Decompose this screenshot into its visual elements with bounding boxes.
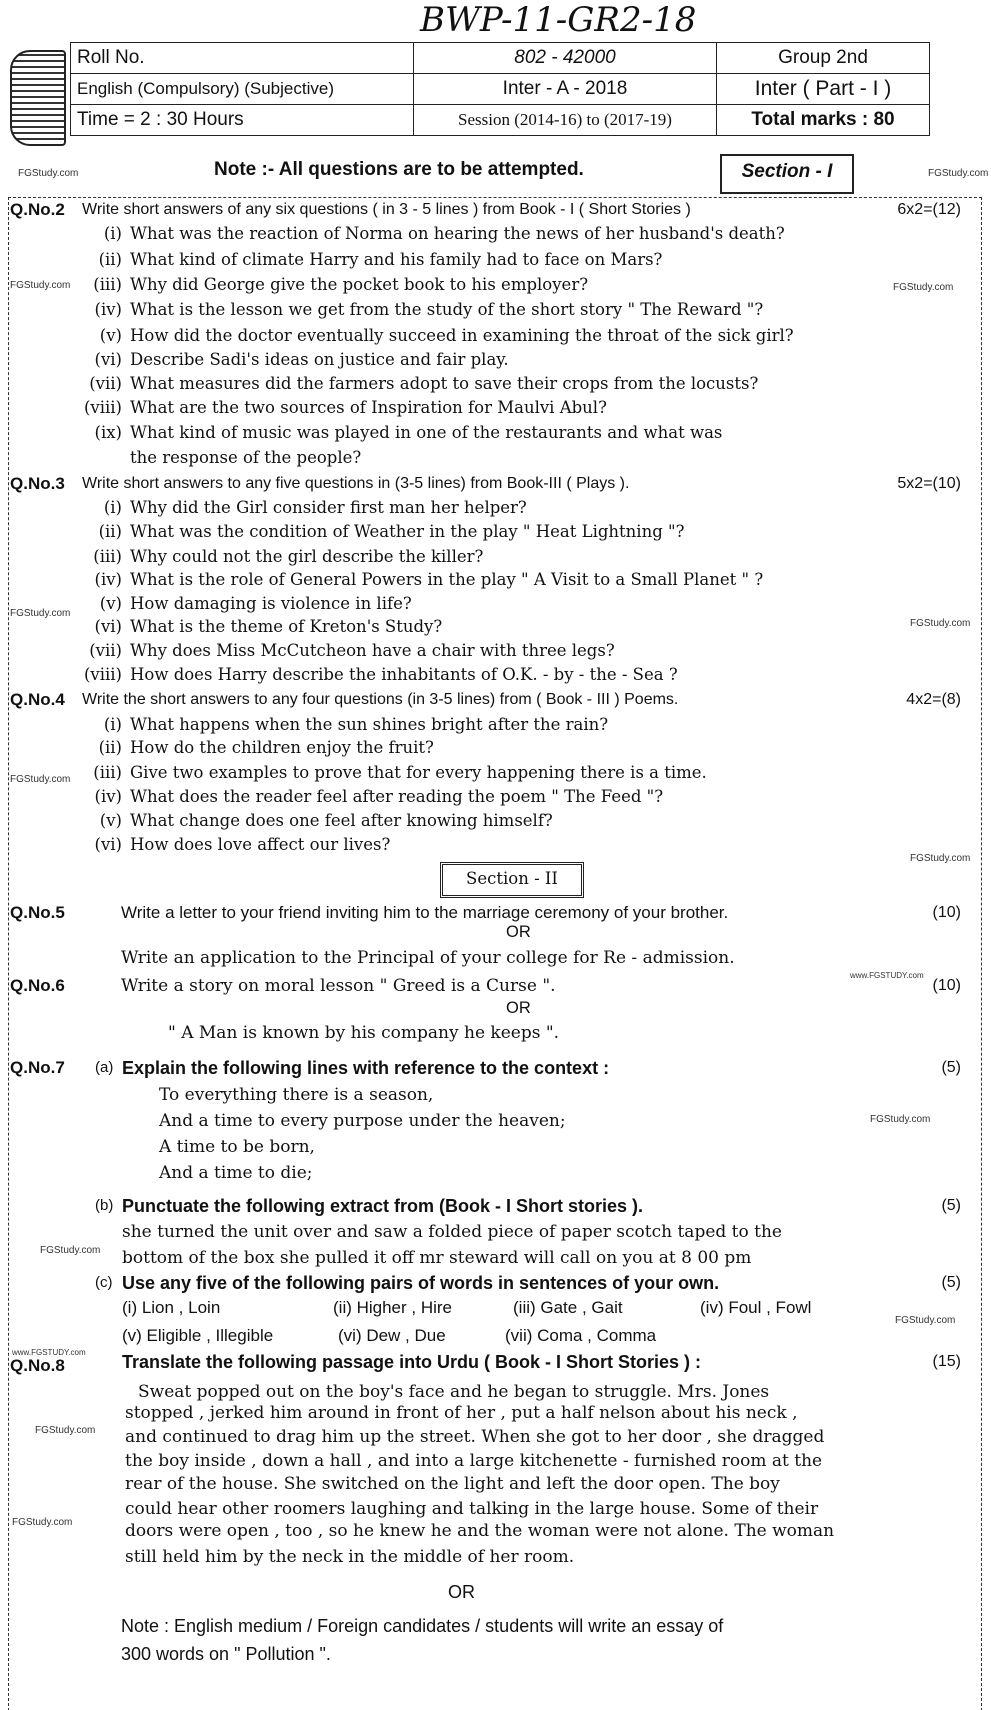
watermark: FGStudy.com	[35, 1425, 96, 1436]
q6-or: OR	[506, 999, 531, 1017]
question-item: How did the doctor eventually succeed in examining the throat of the sick girl?	[130, 326, 794, 345]
question-item: Describe Sadi's ideas on justice and fair play.	[130, 350, 509, 369]
q8-note: Note : English medium / Foreign candidates / students will write an essay of	[121, 1616, 724, 1636]
watermark: FGStudy.com	[910, 618, 971, 629]
question-item: What happens when the sun shines bright after the rain?	[130, 715, 609, 734]
q8-text: Translate the following passage into Urdu ( Book - I Short Stories ) :	[122, 1352, 702, 1372]
q8-note-continued: 300 words on " Pollution ".	[121, 1644, 331, 1664]
passage-line: the boy inside , down a hall , and into a large kitchenette - furnished room at the	[125, 1451, 823, 1471]
q6-text: Write a story on moral lesson " Greed is a Curse ".	[121, 976, 556, 996]
q5-marks: (10)	[932, 904, 961, 921]
total-marks: Total marks : 80	[717, 105, 930, 136]
passage-line: stopped , jerked him around in front of her , put a half nelson about his neck ,	[125, 1403, 798, 1423]
poem-line: To everything there is a season,	[159, 1085, 434, 1105]
roll-value: 802 - 42000	[414, 43, 717, 74]
item-number: (vii)	[89, 374, 122, 393]
q6-marks: (10)	[932, 977, 961, 994]
question-item-continued: the response of the people?	[130, 448, 362, 467]
handwritten-code: BWP-11-GR2-18	[420, 0, 697, 40]
q5-or: OR	[506, 923, 531, 941]
question-item: What is the role of General Powers in the play " A Visit to a Small Planet " ?	[130, 570, 764, 589]
word-pair: (iv) Foul , Fowl	[700, 1298, 812, 1317]
item-number: (ix)	[94, 423, 122, 442]
question-item: What kind of music was played in one of the restaurants and what was	[130, 423, 723, 442]
passage-line: Sweat popped out on the boy's face and he began to struggle. Mrs. Jones	[138, 1382, 770, 1402]
poem-line: And a time to die;	[159, 1163, 313, 1183]
question-item: How does love affect our lives?	[130, 835, 391, 854]
item-number: (v)	[99, 811, 122, 830]
item-number: (v)	[99, 594, 122, 613]
item-number: (iii)	[93, 275, 122, 294]
watermark: FGStudy.com	[10, 608, 71, 619]
question-item: How damaging is violence in life?	[130, 594, 412, 613]
item-number: (vi)	[94, 835, 122, 854]
q4-marks: 4x2=(8)	[906, 691, 961, 708]
extract-line: bottom of the box she pulled it off mr steward will call on you at 8 00 pm	[122, 1248, 752, 1268]
question-item: What are the two sources of Inspiration for Maulvi Abul?	[130, 398, 607, 417]
word-pair: (i) Lion , Loin	[122, 1298, 221, 1317]
item-number: (iii)	[93, 547, 122, 566]
question-item: How do the children enjoy the fruit?	[130, 738, 434, 757]
watermark: FGStudy.com	[10, 280, 71, 291]
part: Inter ( Part - I )	[717, 74, 930, 105]
passage-line: rear of the house. She switched on the light and left the door open. The boy	[125, 1474, 780, 1494]
watermark: FGStudy.com	[40, 1245, 101, 1256]
q3-label: Q.No.3	[10, 474, 65, 493]
q5-text: Write a letter to your friend inviting him to the marriage ceremony of your brother.	[121, 903, 729, 922]
word-pair: (iii) Gate , Gait	[513, 1298, 623, 1317]
passage-line: doors were open , too , so he knew he and the woman were not alone. The woman	[125, 1521, 835, 1541]
q7b-marks: (5)	[941, 1197, 961, 1214]
watermark: FGStudy.com	[870, 1114, 931, 1125]
watermark: www.FGSTUDY.com	[12, 1348, 86, 1357]
question-item: Why could not the girl describe the killer?	[130, 547, 484, 566]
q7-label: Q.No.7	[10, 1058, 65, 1077]
question-item: What was the reaction of Norma on hearing the news of her husband's death?	[130, 224, 785, 243]
item-number: (vi)	[94, 350, 122, 369]
q7a-number: (a)	[95, 1059, 114, 1076]
roll-label: Roll No.	[71, 43, 414, 74]
question-item: Why does Miss McCutcheon have a chair with three legs?	[130, 641, 615, 660]
general-note: Note :- All questions are to be attempted.	[214, 159, 584, 180]
q8-marks: (15)	[932, 1353, 961, 1370]
q4-instruction: Write the short answers to any four questions (in 3-5 lines) from ( Book - III ) Poems.	[82, 691, 679, 708]
question-item: Give two examples to prove that for every happening there is a time.	[130, 763, 707, 782]
item-number: (iii)	[93, 763, 122, 782]
item-number: (v)	[99, 326, 122, 345]
watermark: FGStudy.com	[10, 774, 71, 785]
passage-line: still held him by the neck in the middle of her room.	[125, 1547, 575, 1567]
q8-label: Q.No.8	[10, 1356, 65, 1375]
q2-instruction: Write short answers of any six questions ( in 3 - 5 lines ) from Book - I ( Short Stories )	[82, 201, 691, 218]
question-item: Why did George give the pocket book to his employer?	[130, 275, 589, 294]
q2-label: Q.No.2	[10, 200, 65, 219]
question-item: What is the lesson we get from the study of the short story " The Reward "?	[130, 300, 764, 319]
poem-line: A time to be born,	[159, 1137, 315, 1157]
subject: English (Compulsory) (Subjective)	[71, 74, 414, 105]
item-number: (viii)	[83, 665, 122, 684]
question-item: Why did the Girl consider first man her helper?	[130, 498, 527, 517]
watermark: FGStudy.com	[928, 168, 989, 179]
item-number: (iv)	[94, 300, 122, 319]
watermark: FGStudy.com	[12, 1517, 73, 1528]
q7b-text: Punctuate the following extract from (Book - I Short stories ).	[122, 1196, 644, 1216]
q7c-text: Use any five of the following pairs of words in sentences of your own.	[122, 1273, 720, 1293]
question-item: What change does one feel after knowing himself?	[130, 811, 553, 830]
item-number: (viii)	[83, 398, 122, 417]
section-2-label: Section - II	[440, 862, 584, 898]
q7c-number: (c)	[95, 1274, 113, 1291]
word-pair: (ii) Higher , Hire	[333, 1298, 453, 1317]
item-number: (vi)	[94, 617, 122, 636]
q3-instruction: Write short answers to any five questions in (3-5 lines) from Book-III ( Plays ).	[82, 475, 630, 492]
question-item: How does Harry describe the inhabitants of O.K. - by - the - Sea ?	[130, 665, 678, 684]
watermark: FGStudy.com	[910, 853, 971, 864]
question-item: What was the condition of Weather in the play " Heat Lightning "?	[130, 522, 685, 541]
time: Time = 2 : 30 Hours	[71, 105, 414, 136]
word-pair: (v) Eligible , Illegible	[122, 1326, 274, 1345]
q3-marks: 5x2=(10)	[897, 475, 961, 492]
watermark: FGStudy.com	[18, 168, 79, 179]
q5-label: Q.No.5	[10, 903, 65, 922]
section-1-label: Section - I	[720, 154, 854, 194]
item-number: (ii)	[98, 250, 122, 269]
item-number: (i)	[103, 715, 122, 734]
q7a-text: Explain the following lines with reference to the context :	[122, 1058, 610, 1078]
watermark: FGStudy.com	[893, 282, 954, 293]
item-number: (iv)	[94, 570, 122, 589]
passage-line: could hear other roomers laughing and talking in the large house. Some of their	[125, 1499, 819, 1519]
q8-or: OR	[448, 1582, 475, 1602]
watermark: FGStudy.com	[895, 1315, 956, 1326]
item-number: (ii)	[98, 522, 122, 541]
question-item: What measures did the farmers adopt to save their crops from the locusts?	[130, 374, 759, 393]
board-logo	[10, 50, 66, 146]
item-number: (iv)	[94, 787, 122, 806]
item-number: (i)	[103, 498, 122, 517]
item-number: (vii)	[89, 641, 122, 660]
question-item: What kind of climate Harry and his family had to face on Mars?	[130, 250, 663, 269]
q7a-marks: (5)	[941, 1059, 961, 1076]
question-item: What does the reader feel after reading the poem " The Feed "?	[130, 787, 664, 806]
q2-marks: 6x2=(12)	[897, 201, 961, 218]
q6-alternative: " A Man is known by his company he keeps ".	[168, 1023, 560, 1043]
extract-line: she turned the unit over and saw a folded piece of paper scotch taped to the	[122, 1222, 782, 1242]
word-pair: (vii) Coma , Comma	[505, 1326, 657, 1345]
q4-label: Q.No.4	[10, 690, 65, 709]
passage-line: and continued to drag him up the street. When she got to her door , she dragged	[125, 1427, 825, 1447]
question-item: What is the theme of Kreton's Study?	[130, 617, 443, 636]
q7b-number: (b)	[95, 1197, 114, 1214]
word-pair: (vi) Dew , Due	[338, 1326, 446, 1345]
group: Group 2nd	[717, 43, 930, 74]
item-number: (i)	[103, 224, 122, 243]
watermark: www.FGSTUDY.com	[850, 971, 924, 980]
header-table	[70, 42, 930, 136]
item-number: (ii)	[98, 738, 122, 757]
q5-alternative: Write an application to the Principal of your college for Re - admission.	[121, 948, 735, 968]
poem-line: And a time to every purpose under the heaven;	[159, 1111, 566, 1131]
session: Session (2014-16) to (2017-19)	[414, 105, 717, 136]
q7c-marks: (5)	[941, 1274, 961, 1291]
exam: Inter - A - 2018	[414, 74, 717, 105]
q6-label: Q.No.6	[10, 976, 65, 995]
